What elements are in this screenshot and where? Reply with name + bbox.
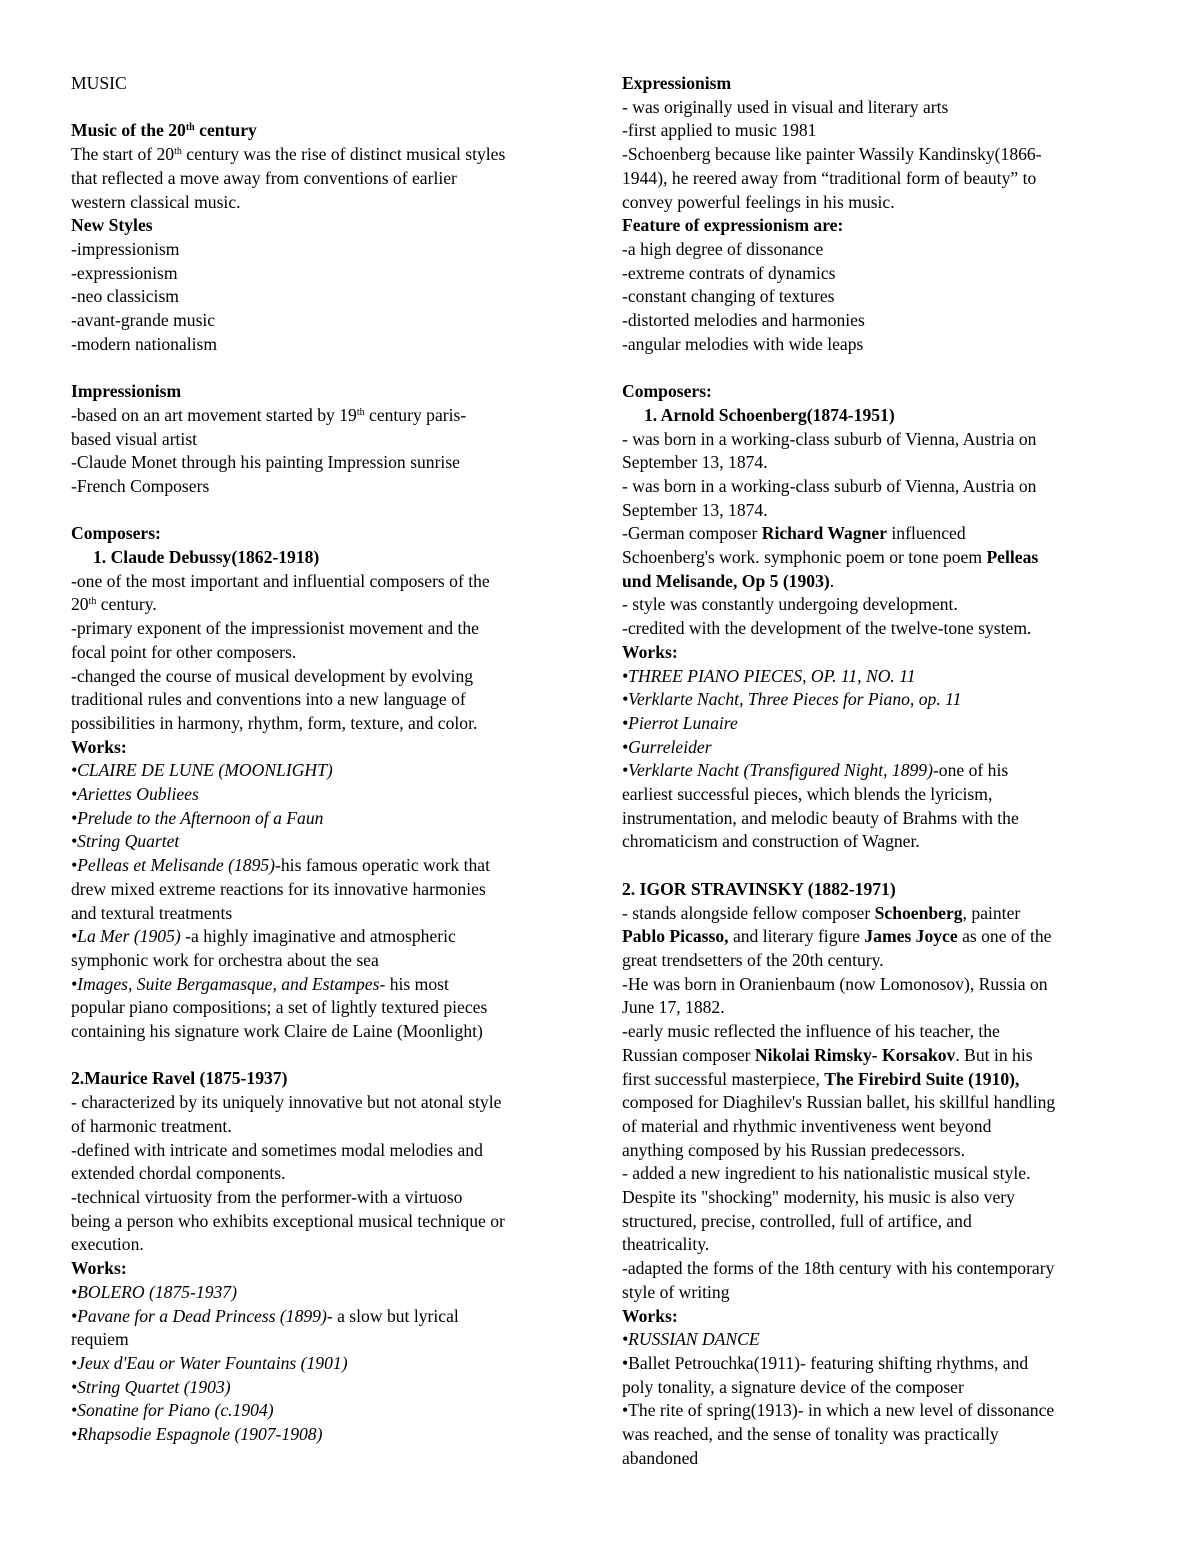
ravel-desc-line: execution. [71, 1234, 144, 1255]
debussy-desc-line: 20th century. [71, 594, 157, 615]
schoenberg-line: Schoenberg's work. symphonic poem or tone poem Pelleas [622, 547, 1039, 568]
debussy-work: •CLAIRE DE LUNE (MOONLIGHT) [71, 760, 333, 781]
style-item: -impressionism [71, 238, 180, 259]
debussy-work: •Ariettes Oubliees [71, 784, 199, 805]
section-heading-20th-century: Music of the 20th century [71, 120, 257, 141]
style-item: -neo classicism [71, 286, 179, 307]
schoenberg-work-desc: earliest successful pieces, which blends the lyricism, [622, 784, 993, 805]
schoenberg-work: •Verklarte Nacht (Transfigured Night, 1899)-one of his [622, 760, 1009, 781]
stravinsky-line: great trendsetters of the 20th century. [622, 949, 884, 970]
features-heading: Feature of expressionism are: [622, 215, 844, 236]
stravinsky-heading: 2. IGOR STRAVINSKY (1882-1971) [622, 878, 896, 899]
debussy-desc-line: -changed the course of musical development by evolving [71, 665, 474, 686]
ravel-works-heading: Works: [71, 1258, 127, 1279]
stravinsky-line: Despite its "shocking" modernity, his music is also very [622, 1187, 1015, 1208]
ravel-desc-line: -technical virtuosity from the performer-with a virtuoso [71, 1186, 463, 1207]
feature-item: -constant changing of textures [622, 286, 835, 307]
stravinsky-line: June 17, 1882. [622, 997, 725, 1018]
schoenberg-work-desc: instrumentation, and melodic beauty of Brahms with the [622, 807, 1019, 828]
stravinsky-line: -He was born in Oranienbaum (now Lomonosov), Russia on [622, 973, 1048, 994]
debussy-work: •Pelleas et Melisande (1895)-his famous operatic work that [71, 855, 491, 876]
impressionism-line: -based on an art movement started by 19th century paris- [71, 404, 467, 425]
stravinsky-line: composed for Diaghilev's Russian ballet, his skillful handling [622, 1092, 1056, 1113]
schoenberg-work: •Pierrot Lunaire [622, 712, 738, 733]
stravinsky-work-desc: poly tonality, a signature device of the composer [622, 1376, 964, 1397]
ravel-work: •Jeux d'Eau or Water Fountains (1901) [71, 1352, 348, 1373]
debussy-work: •Prelude to the Afternoon of a Faun [71, 807, 324, 828]
stravinsky-line: anything composed by his Russian predecessors. [622, 1139, 966, 1160]
style-item: -expressionism [71, 262, 178, 283]
debussy-heading: 1. Claude Debussy(1862-1918) [93, 547, 320, 568]
debussy-work: •Images, Suite Bergamasque, and Estampes- his most [71, 973, 449, 994]
expressionism-line: -Schoenberg because like painter Wassily Kandinsky(1866- [622, 144, 1042, 165]
feature-item: -angular melodies with wide leaps [622, 333, 864, 354]
schoenberg-line: -credited with the development of the twelve-tone system. [622, 618, 1032, 639]
feature-item: -a high degree of dissonance [622, 238, 824, 259]
intro-line: The start of 20th century was the rise of distinct musical styles [71, 144, 506, 165]
schoenberg-line: - was born in a working-class suburb of Vienna, Austria on [622, 428, 1037, 449]
stravinsky-line: first successful masterpiece, The Firebird Suite (1910), [622, 1068, 1020, 1089]
expressionism-line: convey powerful feelings in his music. [622, 191, 895, 212]
expressionism-line: -first applied to music 1981 [622, 120, 817, 141]
ravel-work: •BOLERO (1875-1937) [71, 1281, 237, 1302]
intro-line: that reflected a move away from conventions of earlier [71, 167, 457, 188]
schoenberg-work: •Gurreleider [622, 736, 712, 757]
stravinsky-work: •Ballet Petrouchka(1911)- featuring shifting rhythms, and [622, 1352, 1029, 1373]
style-item: -modern nationalism [71, 333, 218, 354]
stravinsky-line: structured, precise, controlled, full of artifice, and [622, 1210, 972, 1231]
expressionism-line: - was originally used in visual and literary arts [622, 96, 949, 117]
stravinsky-works-heading: Works: [622, 1305, 678, 1326]
ravel-desc-line: extended chordal components. [71, 1163, 286, 1184]
composers-heading: Composers: [71, 523, 161, 544]
expressionism-line: 1944), he reered away from “traditional form of beauty” to [622, 167, 1037, 188]
debussy-work: •String Quartet [71, 831, 180, 852]
schoenberg-work: •Verklarte Nacht, Three Pieces for Piano, op. 11 [622, 689, 962, 710]
ravel-work: •String Quartet (1903) [71, 1376, 231, 1397]
intro-line: western classical music. [71, 191, 241, 212]
composers-heading: Composers: [622, 381, 712, 402]
feature-item: -distorted melodies and harmonies [622, 310, 865, 331]
ravel-work: •Rhapsodie Espagnole (1907-1908) [71, 1424, 323, 1445]
stravinsky-line: -adapted the forms of the 18th century with his contemporary [622, 1258, 1055, 1279]
debussy-work-desc: popular piano compositions; a set of lightly textured pieces [71, 997, 488, 1018]
impressionism-line: -Claude Monet through his painting Impression sunrise [71, 452, 460, 473]
impressionism-line: -French Composers [71, 475, 210, 496]
ravel-work-desc: requiem [71, 1329, 129, 1350]
stravinsky-work-desc: abandoned [622, 1447, 699, 1468]
schoenberg-work: •THREE PIANO PIECES, OP. 11, NO. 11 [622, 665, 916, 686]
stravinsky-work: •RUSSIAN DANCE [622, 1329, 760, 1350]
debussy-work-desc: containing his signature work Claire de Laine (Moonlight) [71, 1021, 483, 1042]
stravinsky-line: - added a new ingredient to his nationalistic musical style. [622, 1163, 1031, 1184]
debussy-work: •La Mer (1905) -a highly imaginative and atmospheric [71, 926, 456, 947]
impressionism-line: based visual artist [71, 428, 198, 449]
stravinsky-line: - stands alongside fellow composer Schoenberg, painter [622, 902, 1021, 923]
debussy-desc-line: traditional rules and conventions into a new language of [71, 689, 466, 710]
schoenberg-line: -German composer Richard Wagner influenced [622, 523, 966, 544]
debussy-desc-line: focal point for other composers. [71, 641, 297, 662]
new-styles-heading: New Styles [71, 215, 153, 236]
stravinsky-line: -early music reflected the influence of his teacher, the [622, 1021, 1000, 1042]
debussy-desc-line: -one of the most important and influential composers of the [71, 570, 490, 591]
debussy-desc-line: -primary exponent of the impressionist movement and the [71, 618, 479, 639]
stravinsky-line: of material and rhythmic inventiveness went beyond [622, 1115, 992, 1136]
ravel-heading: 2.Maurice Ravel (1875-1937) [71, 1068, 288, 1089]
right-column [622, 72, 1132, 1470]
debussy-work-desc: drew mixed extreme reactions for its innovative harmonies [71, 878, 486, 899]
schoenberg-works-heading: Works: [622, 641, 678, 662]
debussy-work-desc: symphonic work for orchestra about the sea [71, 949, 379, 970]
stravinsky-line: style of writing [622, 1281, 730, 1302]
debussy-work-desc: and textural treatments [71, 902, 233, 923]
document-title: MUSIC [71, 73, 127, 93]
stravinsky-line: Pablo Picasso, and literary figure James Joyce as one of the [622, 926, 1052, 947]
ravel-desc-line: - characterized by its uniquely innovative but not atonal style [71, 1092, 502, 1113]
impressionism-heading: Impressionism [71, 381, 182, 402]
ravel-desc-line: of harmonic treatment. [71, 1115, 232, 1136]
ravel-desc-line: -defined with intricate and sometimes modal melodies and [71, 1139, 483, 1160]
schoenberg-line: - style was constantly undergoing development. [622, 594, 958, 615]
schoenberg-heading: 1. Arnold Schoenberg(1874-1951) [644, 404, 895, 425]
expressionism-heading: Expressionism [622, 73, 732, 93]
debussy-desc-line: possibilities in harmony, rhythm, form, texture, and color. [71, 712, 478, 733]
stravinsky-line: theatricality. [622, 1234, 710, 1255]
style-item: -avant-grande music [71, 310, 216, 331]
stravinsky-work-desc: was reached, and the sense of tonality was practically [622, 1424, 999, 1445]
feature-item: -extreme contrats of dynamics [622, 262, 836, 283]
ravel-work: •Pavane for a Dead Princess (1899)- a slow but lyrical [71, 1305, 459, 1326]
left-column [71, 72, 591, 1447]
stravinsky-line: Russian composer Nikolai Rimsky- Korsakov. But in his [622, 1044, 1033, 1065]
stravinsky-work: •The rite of spring(1913)- in which a new level of dissonance [622, 1400, 1055, 1421]
schoenberg-line: September 13, 1874. [622, 452, 768, 473]
schoenberg-line: September 13, 1874. [622, 499, 768, 520]
ravel-desc-line: being a person who exhibits exceptional musical technique or [71, 1210, 505, 1231]
schoenberg-line: und Melisande, Op 5 (1903). [622, 570, 835, 591]
ravel-work: •Sonatine for Piano (c.1904) [71, 1400, 274, 1421]
schoenberg-work-desc: chromaticism and construction of Wagner. [622, 831, 920, 852]
schoenberg-line: - was born in a working-class suburb of Vienna, Austria on [622, 475, 1037, 496]
debussy-works-heading: Works: [71, 736, 127, 757]
